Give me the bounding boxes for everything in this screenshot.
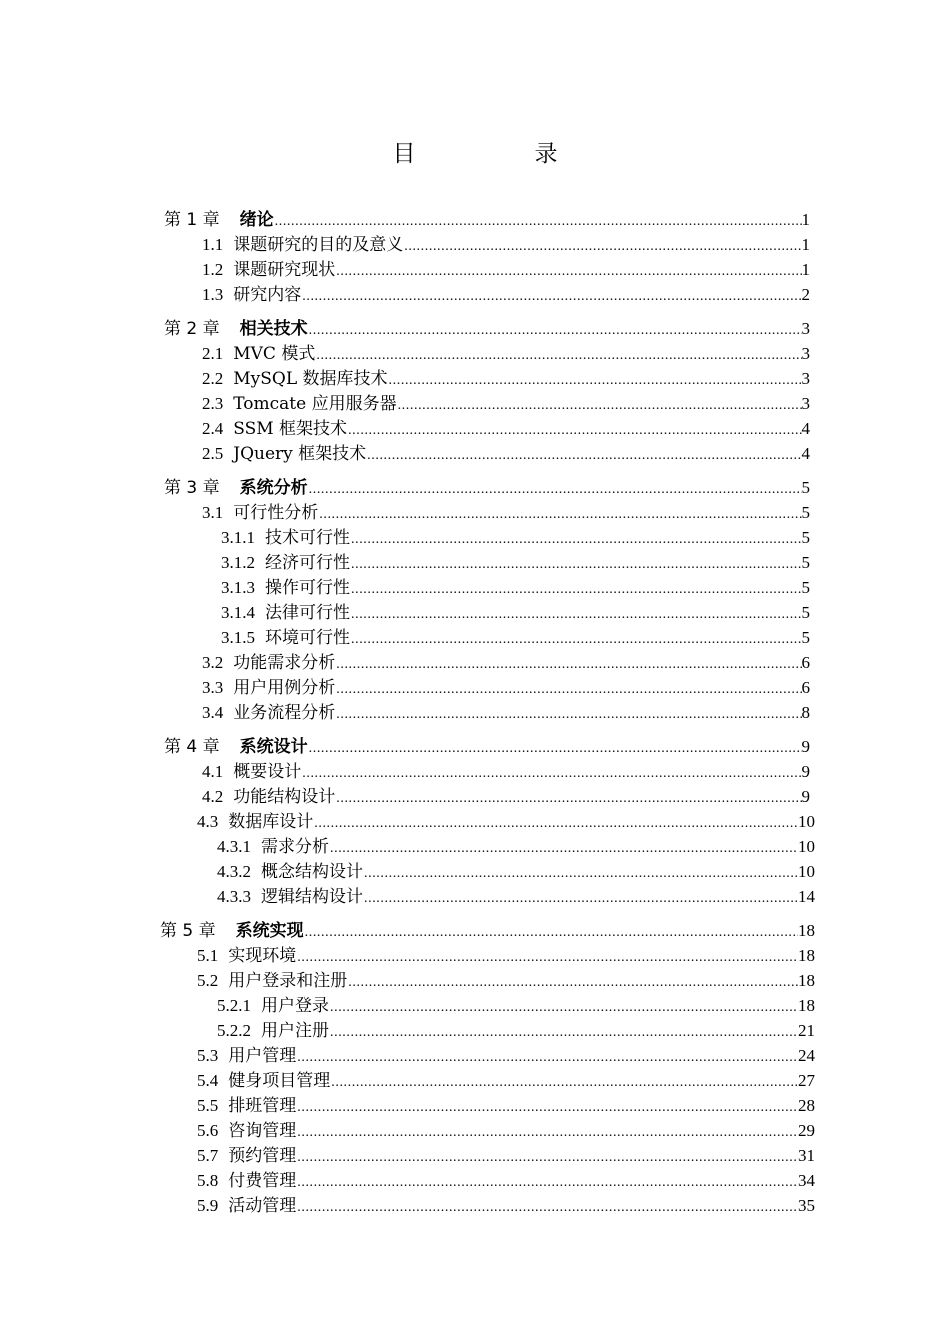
- toc-entry-label: 系统分析: [239, 478, 308, 498]
- toc-page-number: 18: [798, 921, 815, 940]
- toc-entry-number: 第 1 章: [164, 210, 220, 230]
- toc-page-number: 10: [798, 837, 815, 856]
- toc-dot-leader: [351, 553, 802, 577]
- toc-section-entry[interactable]: [202, 785, 810, 809]
- toc-page-number: 3: [801, 344, 810, 363]
- toc-entry-label: 用户登录: [261, 996, 329, 1016]
- toc-dot-leader: [330, 1021, 798, 1045]
- toc-page-number: 10: [798, 812, 815, 831]
- toc-dot-leader: [316, 344, 801, 368]
- toc-dot-leader: [302, 762, 801, 786]
- toc-entry-label: 操作可行性: [265, 578, 350, 598]
- toc-page-number: 18: [798, 971, 815, 990]
- toc-dot-leader: [297, 946, 798, 970]
- toc-entry-number: 3.1.5: [221, 628, 255, 647]
- toc-dot-leader: [297, 1171, 798, 1195]
- toc-page-number: 5: [801, 553, 810, 572]
- toc-subsection-entry[interactable]: [221, 576, 810, 600]
- toc-page-number: 5: [801, 578, 810, 597]
- toc-subsection-entry[interactable]: [221, 626, 810, 650]
- toc-entry-number: 第 4 章: [164, 737, 220, 757]
- toc-entry-number: 5.1: [197, 946, 219, 965]
- toc-section-entry[interactable]: [197, 1169, 815, 1193]
- toc-page-number: 31: [798, 1146, 815, 1165]
- toc-entry-label: 用户登录和注册: [228, 971, 348, 991]
- toc-section-entry[interactable]: [197, 1094, 815, 1118]
- toc-page-number: 5: [801, 628, 810, 647]
- toc-entry-number: 5.3: [197, 1046, 219, 1065]
- toc-dot-leader: [398, 394, 802, 418]
- toc-page-number: 14: [798, 887, 815, 906]
- toc-page-number: 3: [801, 394, 810, 413]
- toc-entry-label: 付费管理: [228, 1171, 297, 1191]
- toc-entry-number: 3.1.3: [221, 578, 255, 597]
- toc-entry-number: 5.2.2: [217, 1021, 251, 1040]
- toc-entry-label: 排班管理: [228, 1096, 297, 1116]
- toc-entry-label: 咨询管理: [228, 1121, 297, 1141]
- toc-entry-number: 3.1: [202, 503, 224, 522]
- toc-section-entry[interactable]: [202, 417, 810, 441]
- toc-dot-leader: [297, 1196, 798, 1220]
- toc-page-number: 5: [801, 503, 810, 522]
- toc-entry-label: 课题研究现状: [233, 260, 336, 280]
- toc-section-entry[interactable]: [202, 233, 810, 257]
- toc-dot-leader: [275, 210, 802, 234]
- toc-dot-leader: [336, 653, 801, 677]
- toc-dot-leader: [351, 628, 802, 652]
- toc-entry-number: 4.1: [202, 762, 224, 781]
- toc-entry-label: 功能需求分析: [233, 653, 336, 673]
- toc-entry-number: 2.1: [202, 344, 224, 363]
- toc-subsection-entry[interactable]: [221, 551, 810, 575]
- toc-dot-leader: [336, 787, 801, 811]
- toc-entry-label: 概念结构设计: [261, 862, 363, 882]
- toc-entry-label: 经济可行性: [265, 553, 350, 573]
- toc-dot-leader: [330, 996, 798, 1020]
- toc-entry-label: 概要设计: [233, 762, 302, 782]
- toc-section-entry[interactable]: [197, 1194, 815, 1218]
- toc-entry-label: 用户管理: [228, 1046, 297, 1066]
- toc-entry-label: 需求分析: [261, 837, 329, 857]
- toc-entry-number: 5.2.1: [217, 996, 251, 1015]
- toc-dot-leader: [389, 369, 802, 393]
- toc-entry-label: Tomcate 应用服务器: [233, 394, 397, 414]
- toc-section-entry[interactable]: [202, 676, 810, 700]
- toc-entry-number: 1.1: [202, 235, 224, 254]
- toc-entry-number: 3.1.1: [221, 528, 255, 547]
- toc-section-entry[interactable]: [202, 701, 810, 725]
- toc-entry-label: MVC 模式: [233, 344, 316, 364]
- toc-entry-label: 用户注册: [261, 1021, 329, 1041]
- toc-section-entry[interactable]: [202, 392, 810, 416]
- toc-entry-label: 技术可行性: [265, 528, 350, 548]
- toc-dot-leader: [404, 235, 801, 259]
- toc-entry-label: 绪论: [239, 210, 274, 230]
- toc-entry-number: 3.2: [202, 653, 224, 672]
- toc-section-entry[interactable]: [202, 442, 810, 466]
- toc-section-entry[interactable]: [202, 760, 810, 784]
- toc-page-number: 6: [801, 653, 810, 672]
- toc-page-number: 1: [801, 210, 810, 229]
- toc-page-number: 1: [801, 235, 810, 254]
- toc-entry-label: 环境可行性: [265, 628, 350, 648]
- toc-entry-label: 法律可行性: [265, 603, 350, 623]
- toc-dot-leader: [319, 503, 801, 527]
- toc-dot-leader: [364, 887, 798, 911]
- toc-entry-number: 3.3: [202, 678, 224, 697]
- toc-section-entry[interactable]: [202, 367, 810, 391]
- toc-entry-number: 4.3: [197, 812, 219, 831]
- toc-section-entry[interactable]: [197, 1119, 815, 1143]
- toc-entry-label: 可行性分析: [233, 503, 319, 523]
- toc-entry-number: 第 5 章: [160, 921, 216, 941]
- toc-dot-leader: [297, 1121, 798, 1145]
- toc-entry-number: 5.7: [197, 1146, 219, 1165]
- toc-chapter-entry[interactable]: [164, 476, 810, 500]
- toc-section-entry[interactable]: [197, 969, 815, 993]
- toc-dot-leader: [297, 1046, 798, 1070]
- toc-entry-label: 逻辑结构设计: [261, 887, 363, 907]
- toc-dot-leader: [297, 1146, 798, 1170]
- toc-entry-number: 3.1.2: [221, 553, 255, 572]
- toc-entry-label: 预约管理: [228, 1146, 297, 1166]
- toc-entry-number: 2.4: [202, 419, 224, 438]
- toc-dot-leader: [336, 260, 801, 284]
- toc-entry-number: 1.3: [202, 285, 224, 304]
- toc-dot-leader: [309, 478, 802, 502]
- toc-dot-leader: [336, 703, 801, 727]
- toc-entry-number: 5.5: [197, 1096, 219, 1115]
- toc-dot-leader: [351, 603, 802, 627]
- toc-dot-leader: [351, 578, 802, 602]
- toc-entry-number: 4.3.3: [217, 887, 251, 906]
- toc-entry-label: JQuery 框架技术: [233, 444, 367, 464]
- toc-page-number: 3: [801, 369, 810, 388]
- toc-entry-label: 数据库设计: [228, 812, 314, 832]
- toc-entry-number: 5.4: [197, 1071, 219, 1090]
- toc-entry-label: 研究内容: [233, 285, 302, 305]
- toc-entry-number: 第 2 章: [164, 319, 220, 339]
- toc-page-number: 21: [798, 1021, 815, 1040]
- toc-dot-leader: [364, 862, 798, 886]
- toc-entry-number: 5.9: [197, 1196, 219, 1215]
- toc-entry-label: 实现环境: [228, 946, 297, 966]
- toc-entry-number: 2.2: [202, 369, 224, 388]
- toc-page-number: 2: [801, 285, 810, 304]
- toc-section-entry[interactable]: [202, 342, 810, 366]
- toc-page-number: 4: [801, 444, 810, 463]
- toc-entry-label: 功能结构设计: [233, 787, 336, 807]
- toc-page-number: 6: [801, 678, 810, 697]
- toc-dot-leader: [336, 678, 801, 702]
- toc-entry-label: 系统设计: [239, 737, 308, 757]
- toc-section-entry[interactable]: [197, 1144, 815, 1168]
- toc-dot-leader: [309, 737, 802, 761]
- toc-dot-leader: [348, 419, 801, 443]
- toc-entry-number: 5.8: [197, 1171, 219, 1190]
- toc-dot-leader: [348, 971, 798, 995]
- toc-dot-leader: [367, 444, 801, 468]
- toc-entry-label: 用户用例分析: [233, 678, 336, 698]
- toc-page-number: 9: [801, 787, 810, 806]
- toc-section-entry[interactable]: [202, 283, 810, 307]
- toc-subsection-entry[interactable]: [217, 885, 815, 909]
- toc-page-number: 9: [801, 762, 810, 781]
- toc-page-number: 5: [801, 478, 810, 497]
- toc-subsection-entry[interactable]: [217, 994, 815, 1018]
- toc-page-number: 9: [801, 737, 810, 756]
- toc-chapter-entry[interactable]: [164, 735, 810, 759]
- toc-entry-label: 课题研究的目的及意义: [233, 235, 404, 255]
- toc-entry-number: 4.3.2: [217, 862, 251, 881]
- toc-page-number: 3: [801, 319, 810, 338]
- toc-section-entry[interactable]: [197, 810, 815, 834]
- toc-page-number: 29: [798, 1121, 815, 1140]
- toc-entry-number: 第 3 章: [164, 478, 220, 498]
- toc-subsection-entry[interactable]: [221, 601, 810, 625]
- toc-subsection-entry[interactable]: [221, 526, 810, 550]
- toc-entry-number: 1.2: [202, 260, 224, 279]
- toc-page-number: 35: [798, 1196, 815, 1215]
- toc-section-entry[interactable]: [197, 1069, 815, 1093]
- toc-dot-leader: [351, 528, 802, 552]
- toc-entry-label: SSM 框架技术: [233, 419, 348, 439]
- toc-entry-label: 活动管理: [228, 1196, 297, 1216]
- toc-section-entry[interactable]: [202, 651, 810, 675]
- toc-page-number: 8: [801, 703, 810, 722]
- toc-entry-label: MySQL 数据库技术: [233, 369, 388, 389]
- toc-entry-label: 业务流程分析: [233, 703, 336, 723]
- toc-section-entry[interactable]: [202, 258, 810, 282]
- toc-page-number: 4: [801, 419, 810, 438]
- toc-dot-leader: [330, 837, 798, 861]
- toc-section-entry[interactable]: [197, 944, 815, 968]
- toc-page-number: 18: [798, 946, 815, 965]
- toc-entry-number: 2.5: [202, 444, 224, 463]
- toc-entry-number: 5.6: [197, 1121, 219, 1140]
- toc-dot-leader: [314, 812, 798, 836]
- toc-entry-label: 健身项目管理: [228, 1071, 331, 1091]
- toc-chapter-entry[interactable]: [160, 919, 815, 943]
- toc-entry-number: 4.2: [202, 787, 224, 806]
- toc-chapter-entry[interactable]: [164, 208, 810, 232]
- toc-chapter-entry[interactable]: [164, 317, 810, 341]
- toc-dot-leader: [309, 319, 802, 343]
- toc-page-number: 18: [798, 996, 815, 1015]
- toc-subsection-entry[interactable]: [217, 860, 815, 884]
- toc-page-number: 24: [798, 1046, 815, 1065]
- toc-entry-number: 3.1.4: [221, 603, 255, 622]
- toc-entry-number: 2.3: [202, 394, 224, 413]
- toc-page-number: 34: [798, 1171, 815, 1190]
- toc-dot-leader: [302, 285, 801, 309]
- toc-page-number: 27: [798, 1071, 815, 1090]
- toc-page-number: 10: [798, 862, 815, 881]
- toc-subsection-entry[interactable]: [217, 1019, 815, 1043]
- toc-entry-number: 5.2: [197, 971, 219, 990]
- toc-page-number: 1: [801, 260, 810, 279]
- toc-section-entry[interactable]: [202, 501, 810, 525]
- toc-section-entry[interactable]: [197, 1044, 815, 1068]
- toc-page-number: 28: [798, 1096, 815, 1115]
- toc-entry-number: 3.4: [202, 703, 224, 722]
- toc-entry-number: 4.3.1: [217, 837, 251, 856]
- toc-entry-label: 相关技术: [239, 319, 308, 339]
- toc-subsection-entry[interactable]: [217, 835, 815, 859]
- toc-dot-leader: [331, 1071, 798, 1095]
- toc-dot-leader: [297, 1096, 798, 1120]
- toc-entry-label: 系统实现: [235, 921, 304, 941]
- page-title: 目 录: [392, 141, 606, 167]
- toc-page-number: 5: [801, 603, 810, 622]
- toc-page-number: 5: [801, 528, 810, 547]
- toc-dot-leader: [305, 921, 798, 945]
